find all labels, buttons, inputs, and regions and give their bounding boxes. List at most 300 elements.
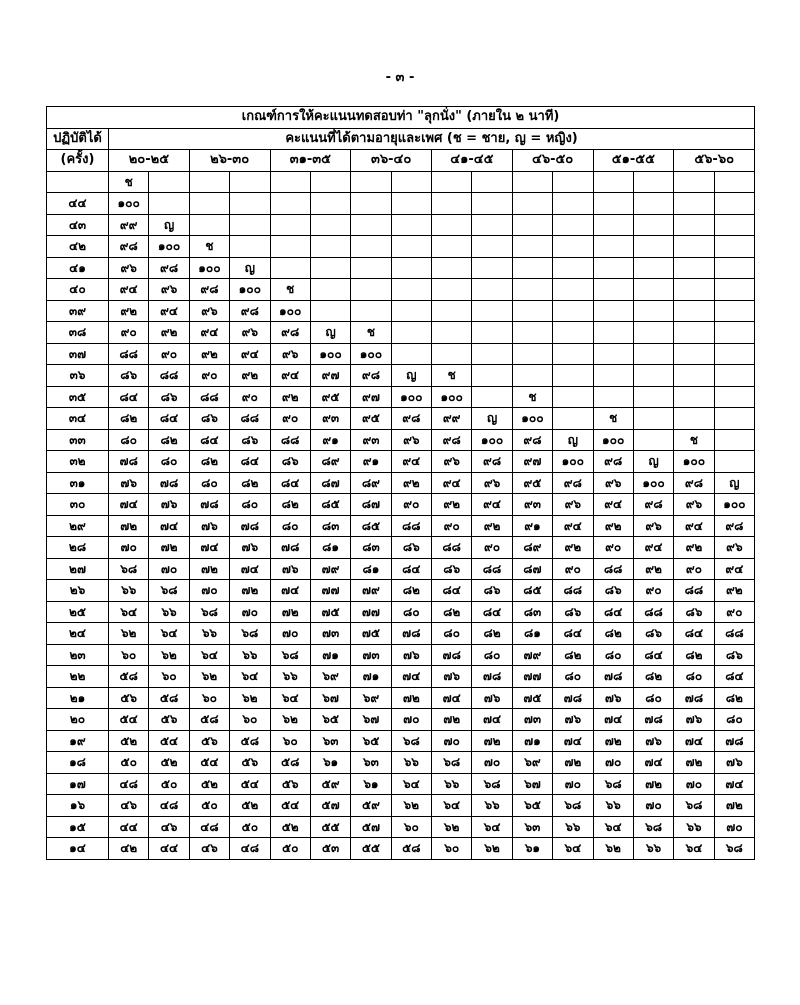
score-cell: ๖๐ <box>149 666 189 688</box>
score-cell <box>593 193 633 215</box>
score-cell: ๗๐ <box>230 601 270 623</box>
score-cell: ๙๐ <box>633 580 673 602</box>
score-cell: ๖๘ <box>553 795 593 817</box>
score-cell <box>633 322 673 344</box>
score-cell: ๗๒ <box>674 752 714 774</box>
score-cell <box>391 257 431 279</box>
score-cell: ๔๘ <box>149 795 189 817</box>
reps-cell: ๒๕ <box>47 601 109 623</box>
table-row <box>47 494 755 516</box>
score-cell: ๙๐ <box>149 343 189 365</box>
score-cell: ๗๒ <box>391 687 431 709</box>
score-cell: ๙๔ <box>553 515 593 537</box>
score-cell <box>674 257 714 279</box>
score-cell: ๘๖ <box>270 451 310 473</box>
score-cell: ๙๖ <box>472 472 512 494</box>
score-cell <box>633 300 673 322</box>
score-cell: ๙๔ <box>189 322 229 344</box>
score-cell <box>310 257 350 279</box>
age-group-row <box>47 150 755 172</box>
score-cell: ๙๒ <box>714 580 754 602</box>
score-cell: ๗๐ <box>432 730 472 752</box>
score-cell <box>432 300 472 322</box>
score-cell: ๘๖ <box>633 623 673 645</box>
score-cell: ๗๐ <box>109 537 149 559</box>
score-cell <box>472 322 512 344</box>
score-cell <box>553 408 593 430</box>
score-cell: ๘๔ <box>714 666 754 688</box>
score-cell <box>472 214 512 236</box>
reps-cell: ๒๓ <box>47 644 109 666</box>
table-row <box>47 752 755 774</box>
score-cell: ๕๓ <box>310 838 350 860</box>
table-row <box>47 623 755 645</box>
score-cell: ๕๐ <box>149 773 189 795</box>
score-cell: ๖๔ <box>472 816 512 838</box>
score-cell: ๙๐ <box>109 322 149 344</box>
reps-cell: ๒๘ <box>47 537 109 559</box>
score-cell: ๗๘ <box>553 687 593 709</box>
score-cell: ๙๖ <box>189 300 229 322</box>
reps-cell: ๓๕ <box>47 386 109 408</box>
score-cell: ๖๗ <box>512 773 552 795</box>
score-cell: ๖๔ <box>109 601 149 623</box>
score-header: คะแนนที่ได้ตามอายุและเพศ (ช = ชาย, ญ = หญิง) <box>109 128 755 150</box>
score-cell: ๙๘ <box>714 515 754 537</box>
table-row <box>47 472 755 494</box>
score-cell <box>391 171 431 193</box>
score-cell: ๖๐ <box>109 644 149 666</box>
score-cell: ๑๐๐ <box>391 386 431 408</box>
score-cell: ๑๐๐ <box>512 408 552 430</box>
table-row <box>47 666 755 688</box>
table-row <box>47 795 755 817</box>
score-cell: ๗๐ <box>593 752 633 774</box>
reps-cell: ๑๖ <box>47 795 109 817</box>
score-cell: ๖๓ <box>351 752 391 774</box>
score-cell: ๙๖ <box>674 494 714 516</box>
score-cell: ๘๒ <box>553 644 593 666</box>
score-cell: ๙๒ <box>391 472 431 494</box>
score-cell: ๙๐ <box>714 601 754 623</box>
score-cell: ๔๔ <box>149 838 189 860</box>
score-cell: ๘๓ <box>351 537 391 559</box>
score-cell: ๗๔ <box>149 515 189 537</box>
score-cell: ๖๔ <box>593 816 633 838</box>
score-cell <box>512 257 552 279</box>
score-cell: ๙๘ <box>149 257 189 279</box>
score-cell: ๘๕ <box>512 580 552 602</box>
score-cell <box>714 193 754 215</box>
score-cell: ญ <box>633 451 673 473</box>
table-title: เกณฑ์การให้คะแนนทดสอบท่า "ลุกนั่ง" (ภายใน ๒ นาที) <box>47 107 755 129</box>
score-cell: ๗๓ <box>512 709 552 731</box>
score-cell <box>553 171 593 193</box>
reps-cell: ๒๐ <box>47 709 109 731</box>
score-cell: ๘๒ <box>472 623 512 645</box>
score-cell <box>351 236 391 258</box>
score-cell: ๗๒ <box>149 537 189 559</box>
score-cell: ๗๘ <box>714 730 754 752</box>
score-cell: ๗๐ <box>633 795 673 817</box>
score-cell: ๔๖ <box>149 816 189 838</box>
score-cell <box>633 171 673 193</box>
score-cell: ๖๖ <box>674 816 714 838</box>
score-cell: ๗๖ <box>472 687 512 709</box>
score-cell: ๙๘ <box>391 408 431 430</box>
table-row <box>47 838 755 860</box>
score-cell: ๕๘ <box>391 838 431 860</box>
score-cell: ๘๖ <box>109 365 149 387</box>
score-cell <box>230 193 270 215</box>
reps-cell <box>47 171 109 193</box>
score-cell: ๖๐ <box>270 730 310 752</box>
score-cell <box>674 171 714 193</box>
score-cell: ๔๖ <box>109 795 149 817</box>
table-row <box>47 816 755 838</box>
score-cell: ๖๒ <box>593 838 633 860</box>
score-cell <box>270 193 310 215</box>
score-cell: ๘๒ <box>593 623 633 645</box>
score-cell: ๑๐๐ <box>553 451 593 473</box>
score-cell: ๙๖ <box>270 343 310 365</box>
score-cell: ๗๙ <box>310 558 350 580</box>
score-cell: ๙๔ <box>593 494 633 516</box>
score-cell <box>512 365 552 387</box>
score-cell: ๕๔ <box>230 773 270 795</box>
score-cell: ๗๘ <box>109 451 149 473</box>
score-cell: ๑๐๐ <box>310 343 350 365</box>
table-row <box>47 709 755 731</box>
score-cell: ๖๗ <box>351 709 391 731</box>
score-cell: ๗๘ <box>432 644 472 666</box>
score-cell: ๘๙ <box>512 537 552 559</box>
score-cell: ๘๕ <box>310 494 350 516</box>
score-cell: ๗๔ <box>109 494 149 516</box>
score-cell <box>674 279 714 301</box>
score-cell: ๕๔ <box>270 795 310 817</box>
score-cell: ๖๙ <box>512 752 552 774</box>
score-cell: ๕๘ <box>149 687 189 709</box>
age-group-header: ๔๑-๔๕ <box>432 150 513 172</box>
score-cell: ๘๐ <box>553 666 593 688</box>
score-cell: ๙๒ <box>270 386 310 408</box>
score-cell: ๙๒ <box>432 494 472 516</box>
score-cell: ๙๘ <box>674 472 714 494</box>
score-cell <box>674 214 714 236</box>
score-cell: ๖๔ <box>189 644 229 666</box>
score-cell: ๘๔ <box>149 408 189 430</box>
score-cell: ๗๘ <box>593 666 633 688</box>
score-cell: ๗๒ <box>633 773 673 795</box>
table-row <box>47 193 755 215</box>
score-cell: ๖๑ <box>351 773 391 795</box>
table-row <box>47 644 755 666</box>
score-cell <box>512 171 552 193</box>
score-cell <box>351 279 391 301</box>
score-cell: ๖๘ <box>714 838 754 860</box>
score-cell: ๘๔ <box>553 623 593 645</box>
score-cell <box>674 193 714 215</box>
score-cell <box>553 322 593 344</box>
score-cell: ๕๐ <box>189 795 229 817</box>
score-cell: ๕๙ <box>310 773 350 795</box>
score-cell: ๙๐ <box>230 386 270 408</box>
score-cell: ๖๔ <box>149 623 189 645</box>
score-cell: ๖๔ <box>270 687 310 709</box>
reps-cell: ๓๙ <box>47 300 109 322</box>
score-cell: ๙๙ <box>432 408 472 430</box>
score-cell <box>149 171 189 193</box>
score-cell <box>553 236 593 258</box>
score-cell: ๖๘ <box>189 601 229 623</box>
score-cell: ๘๖ <box>432 558 472 580</box>
score-cell <box>432 193 472 215</box>
score-cell: ๖๖ <box>553 816 593 838</box>
score-cell: ๘๑ <box>512 623 552 645</box>
score-cell: ๙๓ <box>512 494 552 516</box>
score-cell: ญ <box>391 365 431 387</box>
score-cell: ๘๒ <box>714 687 754 709</box>
score-cell: ๙๑ <box>310 429 350 451</box>
score-cell: ๙๔ <box>149 300 189 322</box>
score-cell <box>593 365 633 387</box>
score-cell <box>553 279 593 301</box>
score-cell <box>391 236 431 258</box>
score-cell <box>674 343 714 365</box>
score-cell: ๕๐ <box>109 752 149 774</box>
score-cell <box>432 236 472 258</box>
score-cell <box>714 322 754 344</box>
score-cell: ๗๓ <box>351 644 391 666</box>
score-cell: ๖๐ <box>230 709 270 731</box>
score-cell <box>633 279 673 301</box>
score-cell: ญ <box>714 472 754 494</box>
score-cell: ๘๔ <box>633 644 673 666</box>
score-cell <box>714 343 754 365</box>
score-cell: ๖๕ <box>512 795 552 817</box>
table-row <box>47 429 755 451</box>
score-cell: ๙๔ <box>633 537 673 559</box>
score-cell <box>714 214 754 236</box>
table-row <box>47 773 755 795</box>
score-cell: ๙๐ <box>432 515 472 537</box>
score-cell: ๗๒ <box>553 752 593 774</box>
reps-unit-header: (ครั้ง) <box>47 150 109 172</box>
score-cell: ๘๐ <box>633 687 673 709</box>
score-cell: ๙๒ <box>189 343 229 365</box>
score-cell: ๖๖ <box>189 623 229 645</box>
table-row <box>47 214 755 236</box>
reps-cell: ๑๗ <box>47 773 109 795</box>
score-cell: ๘๐ <box>230 494 270 516</box>
score-cell: ๘๗ <box>512 558 552 580</box>
reps-cell: ๒๖ <box>47 580 109 602</box>
score-cell: ๙๐ <box>593 537 633 559</box>
score-cell: ๘๘ <box>189 386 229 408</box>
score-cell <box>674 322 714 344</box>
score-cell: ช <box>432 365 472 387</box>
score-cell: ๑๐๐ <box>593 429 633 451</box>
score-cell <box>351 171 391 193</box>
reps-cell: ๒๑ <box>47 687 109 709</box>
score-cell <box>674 300 714 322</box>
score-cell: ๙๗ <box>310 365 350 387</box>
score-cell: ๘๒ <box>149 429 189 451</box>
score-cell: ๙๔ <box>230 343 270 365</box>
score-cell: ช <box>270 279 310 301</box>
score-cell <box>270 257 310 279</box>
score-cell: ๖๘ <box>391 730 431 752</box>
table-header-row <box>47 128 755 150</box>
score-cell: ๙๘ <box>553 472 593 494</box>
score-cell: ๘๐ <box>149 451 189 473</box>
age-group-header: ๔๖-๕๐ <box>512 150 593 172</box>
score-cell: ๗๗ <box>310 580 350 602</box>
score-cell: ๘๒ <box>674 644 714 666</box>
score-cell: ๕๕ <box>351 838 391 860</box>
score-cell: ๕๐ <box>270 838 310 860</box>
score-cell: ๙๑ <box>351 451 391 473</box>
score-cell: ๗๔ <box>391 666 431 688</box>
score-cell: ๖๒ <box>189 666 229 688</box>
score-cell: ๙๖ <box>633 515 673 537</box>
score-cell: ๙๑ <box>512 515 552 537</box>
score-cell: ๘๔ <box>472 601 512 623</box>
score-cell <box>270 171 310 193</box>
score-cell: ๖๔ <box>230 666 270 688</box>
score-cell <box>674 236 714 258</box>
reps-cell: ๒๒ <box>47 666 109 688</box>
score-cell: ๘๐ <box>593 644 633 666</box>
score-cell: ๔๔ <box>109 816 149 838</box>
score-cell: ๘๘ <box>109 343 149 365</box>
score-cell: ๙๘ <box>633 494 673 516</box>
score-cell: ๘๘ <box>633 601 673 623</box>
score-cell: ๘๒ <box>189 451 229 473</box>
score-cell <box>230 214 270 236</box>
score-cell: ๘๖ <box>149 386 189 408</box>
score-cell: ๘๔ <box>230 451 270 473</box>
score-cell: ๗๒ <box>109 515 149 537</box>
score-cell: ๙๓ <box>310 408 350 430</box>
score-cell <box>472 279 512 301</box>
score-cell: ๗๒ <box>432 709 472 731</box>
score-cell <box>553 386 593 408</box>
score-cell: ๑๐๐ <box>633 472 673 494</box>
score-cell: ๗๐ <box>149 558 189 580</box>
score-cell: ๗๐ <box>270 623 310 645</box>
age-group-header: ๒๐-๒๕ <box>109 150 190 172</box>
table-row <box>47 257 755 279</box>
score-cell: ๗๔ <box>270 580 310 602</box>
score-cell <box>310 193 350 215</box>
score-cell: ๑๐๐ <box>714 494 754 516</box>
score-cell: ๘๓ <box>310 515 350 537</box>
score-cell: ๗๙ <box>512 644 552 666</box>
score-cell: ๕๒ <box>270 816 310 838</box>
score-cell: ๗๔ <box>633 752 673 774</box>
score-cell: ช <box>593 408 633 430</box>
score-cell: ๙๘ <box>270 322 310 344</box>
reps-cell: ๓๘ <box>47 322 109 344</box>
score-cell: ๖๔ <box>432 795 472 817</box>
table-row <box>47 300 755 322</box>
score-cell: ๗๐ <box>674 773 714 795</box>
score-cell: ๘๖ <box>472 580 512 602</box>
table-row <box>47 537 755 559</box>
score-cell: ๗๘ <box>230 515 270 537</box>
score-cell: ๕๒ <box>230 795 270 817</box>
score-cell: ๖๖ <box>472 795 512 817</box>
score-cell: ๗๖ <box>553 709 593 731</box>
score-cell: ๑๐๐ <box>432 386 472 408</box>
reps-cell: ๓๔ <box>47 408 109 430</box>
score-cell <box>189 193 229 215</box>
score-cell <box>512 322 552 344</box>
score-cell: ๙๐ <box>674 558 714 580</box>
score-cell: ๑๐๐ <box>472 429 512 451</box>
score-cell <box>633 365 673 387</box>
score-cell: ๑๐๐ <box>189 257 229 279</box>
score-cell: ๙๖ <box>391 429 431 451</box>
score-cell: ๗๙ <box>351 580 391 602</box>
table-row <box>47 279 755 301</box>
score-cell: ๖๘ <box>633 816 673 838</box>
score-cell <box>351 300 391 322</box>
score-cell <box>472 386 512 408</box>
score-cell: ๑๐๐ <box>230 279 270 301</box>
score-cell: ๘๐ <box>189 472 229 494</box>
reps-cell: ๓๗ <box>47 343 109 365</box>
score-cell: ๘๐ <box>432 623 472 645</box>
reps-cell: ๔๓ <box>47 214 109 236</box>
score-cell: ๖๒ <box>109 623 149 645</box>
score-cell: ๙๘ <box>472 451 512 473</box>
score-cell: ๖๐ <box>432 838 472 860</box>
score-cell: ๙๗ <box>512 451 552 473</box>
score-cell <box>472 193 512 215</box>
score-cell: ๖๘ <box>149 580 189 602</box>
score-cell <box>593 386 633 408</box>
score-cell: ๖๔ <box>553 838 593 860</box>
score-cell <box>391 343 431 365</box>
score-cell <box>633 193 673 215</box>
reps-cell: ๓๑ <box>47 472 109 494</box>
score-cell <box>391 214 431 236</box>
score-cell: ๗๖ <box>270 558 310 580</box>
table-row <box>47 343 755 365</box>
score-cell: ๗๐ <box>391 709 431 731</box>
score-cell: ๙๘ <box>351 365 391 387</box>
score-cell <box>432 214 472 236</box>
score-cell: ๘๒ <box>391 580 431 602</box>
sit-up-score-table <box>46 106 755 860</box>
score-cell: ๘๖ <box>593 580 633 602</box>
score-cell: ๘๘ <box>472 558 512 580</box>
score-cell: ๕๔ <box>149 730 189 752</box>
score-cell: ๙๐ <box>553 558 593 580</box>
score-cell: ๙๔ <box>109 279 149 301</box>
score-cell: ๗๖ <box>432 666 472 688</box>
score-cell <box>391 193 431 215</box>
score-cell <box>351 257 391 279</box>
score-cell: ๗๓ <box>310 623 350 645</box>
score-cell: ๖๖ <box>149 601 189 623</box>
score-cell <box>714 451 754 473</box>
score-cell: ๘๔ <box>270 472 310 494</box>
score-cell <box>593 171 633 193</box>
